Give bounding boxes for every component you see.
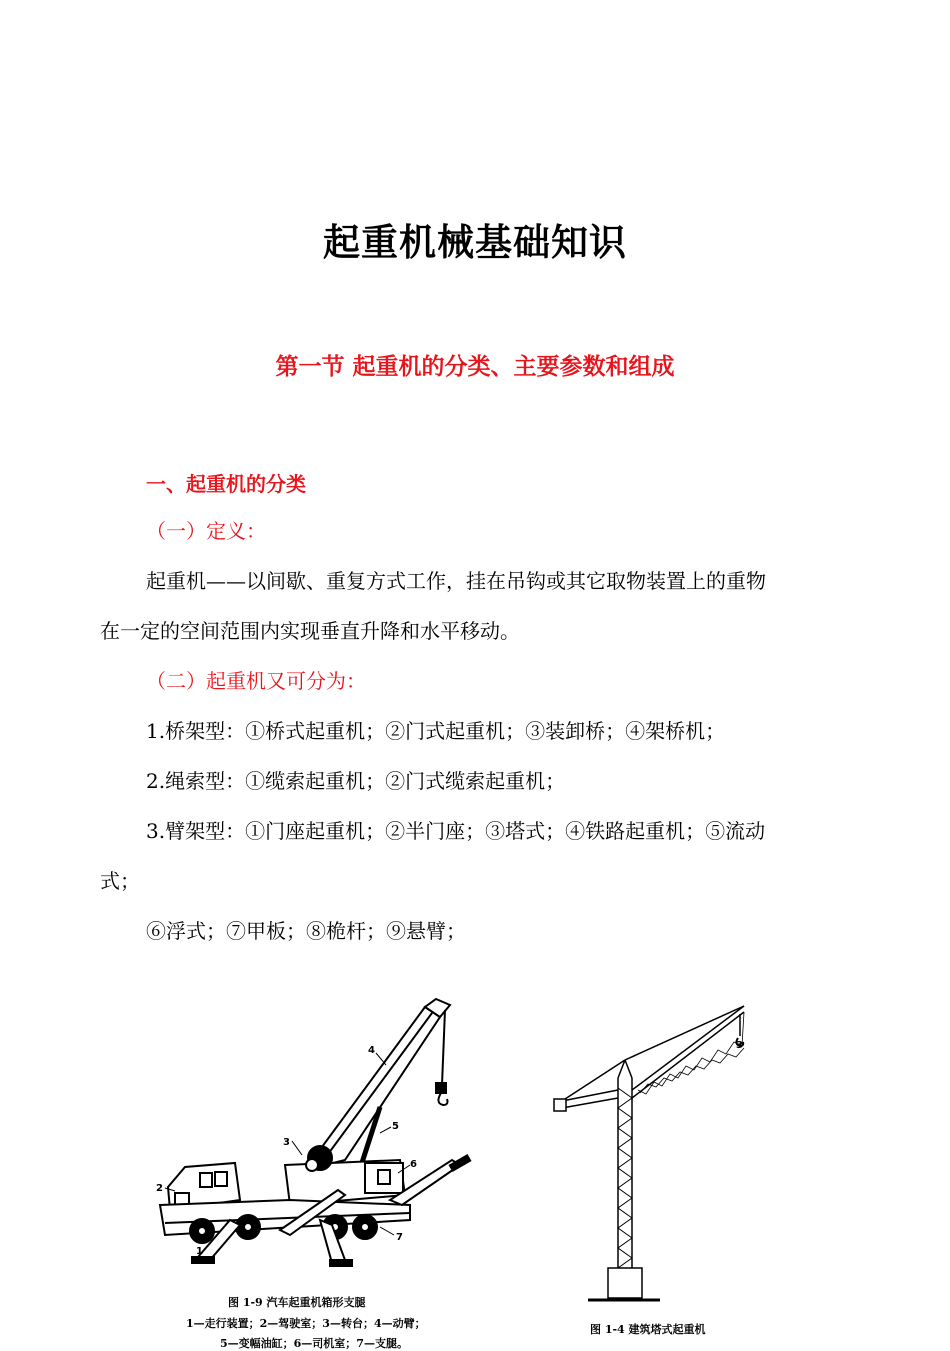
category-jib-type-line-3: ⑥浮式；⑦甲板；⑧桅杆；⑨悬臂； bbox=[146, 919, 466, 943]
hook-label: 3 bbox=[736, 1040, 743, 1051]
category-jib-type-line-1: 3.臂架型：①门座起重机；②半门座；③塔式；④铁路起重机；⑤流动 bbox=[146, 819, 766, 843]
category-cable-type: 2.绳索型：①缆索起重机；②门式缆索起重机； bbox=[146, 769, 566, 793]
left-figure-legend-1: 1—走行装置；2—驾驶室；3—转台；4—动臂； bbox=[186, 1317, 426, 1330]
document-title: 起重机械基础知识 bbox=[323, 221, 627, 264]
truck-crane-illustration bbox=[140, 995, 480, 1285]
section-heading: 第一节 起重机的分类、主要参数和组成 bbox=[275, 354, 675, 380]
label-1: 1 bbox=[196, 1246, 203, 1257]
label-5: 5 bbox=[392, 1121, 399, 1132]
heading-classification: 一、起重机的分类 bbox=[146, 472, 306, 496]
subheading-categories: （二）起重机又可分为： bbox=[146, 669, 366, 693]
definition-line-1: 起重机——以间歇、重复方式工作，挂在吊钩或其它取物装置上的重物 bbox=[146, 569, 766, 593]
label-6: 6 bbox=[410, 1159, 417, 1170]
label-4: 4 bbox=[368, 1045, 375, 1056]
label-7: 7 bbox=[396, 1232, 403, 1243]
category-bridge-type: 1.桥架型：①桥式起重机；②门式起重机；③装卸桥；④架桥机； bbox=[146, 719, 726, 743]
subheading-definition: （一）定义： bbox=[146, 519, 266, 543]
label-2: 2 bbox=[156, 1183, 163, 1194]
label-3: 3 bbox=[283, 1137, 290, 1148]
definition-line-2: 在一定的空间范围内实现垂直升降和水平移动。 bbox=[100, 619, 520, 643]
left-figure-caption: 图 1-9 汽车起重机箱形支腿 bbox=[228, 1296, 366, 1309]
right-figure-caption: 图 1-4 建筑塔式起重机 bbox=[590, 1323, 706, 1336]
left-figure-legend-2: 5—变幅油缸；6—司机室；7—支腿。 bbox=[220, 1337, 408, 1350]
category-jib-type-line-2: 式； bbox=[100, 869, 140, 893]
tower-crane-illustration bbox=[548, 998, 758, 1310]
